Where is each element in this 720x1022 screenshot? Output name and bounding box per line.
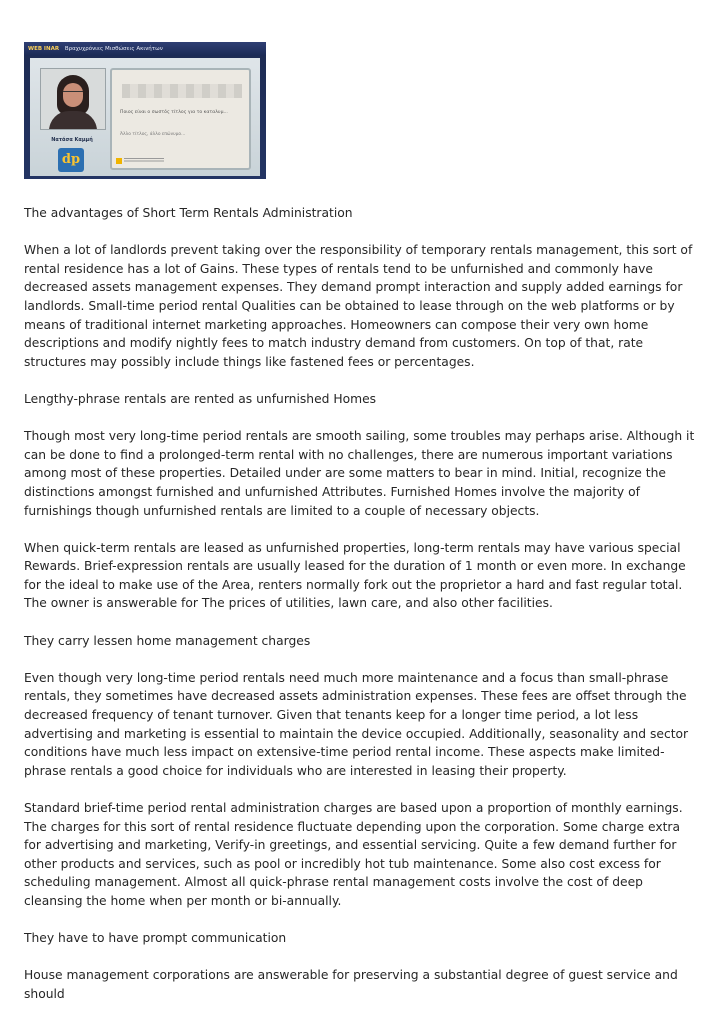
- webinar-screenshot[interactable]: [24, 42, 266, 179]
- slide-footer-text: [124, 158, 164, 163]
- page: [24, 42, 696, 1022]
- dp-logo: dp: [58, 148, 84, 172]
- presenter-name: Νατάσα Καμμή: [51, 137, 93, 143]
- slide-footer-logo: [116, 158, 122, 164]
- slide-answer: Άλλο τίτλος, άλλο επώνυμο...: [120, 132, 186, 137]
- webinar-stage: [30, 58, 260, 176]
- heading-lower-management-charges: They carry lessen home management charges: [24, 633, 311, 648]
- webinar-title: Βραχυχρόνιες Μισθώσεις Ακινήτων: [64, 46, 163, 52]
- heading-prompt-communication: They have to have prompt communication: [24, 931, 287, 946]
- presentation-slide: [110, 68, 251, 170]
- paragraph: Though most very long-time period rentals are smooth sailing, some troubles may perhaps arise. Although it can be done to find a prolonged-term rental with no challenges, there are numerous important variations among most of these properties. Detailed under are some matters to bear in mind. Initial, recognize the distinctions amongst furnished and unfurnished Attributes. Furnished Homes involve the majority of furnishings though unfurnished rentals are limited to a couple of necessary objects.: [24, 429, 695, 518]
- paragraph: When a lot of landlords prevent taking over the responsibility of temporary rentals management, this sort of rental residence has a lot of Gains. These types of rentals tend to be unfurnished and commonly have decreased assets management expenses. They demand prompt interaction and supply added earnings for landlords. Small-time period rental Qualities can be obtained to lease through on the web platforms or by means of traditional internet marketing approaches. Homeowners can compose their very own home descriptions and modify nightly fees to match industry demand from customers. On top of that, rate structures may possibly include things like fastened fees or percentages.: [24, 243, 693, 369]
- presenter-video: [40, 68, 106, 130]
- heading-long-term-unfurnished: Lengthy-phrase rentals are rented as unfurnished Homes: [24, 391, 377, 406]
- paragraph: Even though very long-time period rentals need much more maintenance and a focus than small-phrase rentals, they sometimes have decreased assets administration expenses. These fees are offset through the decreased frequency of tenant turnover. Given that tenants keep for a longer time period, a lot less advertising and marketing is essential to maintain the device occupied. Additionally, seasonality and sector conditions have much less impact on extensive-time period rental income. These aspects make limited-phrase rentals a good choice for individuals who are interested in leasing their property.: [24, 670, 689, 778]
- slide-question: Ποιος είναι ο σωστός τίτλος για το καταλυμ...: [120, 110, 228, 115]
- paragraph: When quick-term rentals are leased as unfurnished properties, long-term rentals may have various special Rewards. Brief-expression rentals are usually leased for the duration of 1 month or even more. In exchange for the ideal to make use of the Area, renters normally fork out the proprietor a hard and fast regular total. The owner is answerable for The prices of utilities, lawn care, and also other facilities.: [24, 540, 686, 611]
- webinar-title-bar: [24, 42, 266, 56]
- webinar-brand: WEB INAR: [28, 46, 60, 52]
- blurred-slide-header: [122, 84, 242, 98]
- article-body: [24, 204, 696, 1004]
- heading-advantages: The advantages of Short Term Rentals Administration: [24, 206, 353, 220]
- paragraph: House management corporations are answerable for preserving a substantial degree of guest service and should: [24, 968, 678, 1001]
- paragraph: Standard brief-time period rental administration charges are based upon a proportion of monthly earnings. The charges for this sort of rental residence fluctuate depending upon the corporation. Some charge extra for advertising and marketing, Verify-in greetings, and essential servicing. Quite a few demand further for other products and services, such as pool or incredibly hot tub maintenance. Some also cost excess for scheduling management. Almost all quick-phrase rental management costs involve the cost of deep cleansing the home when per month or bi-annually.: [24, 801, 683, 908]
